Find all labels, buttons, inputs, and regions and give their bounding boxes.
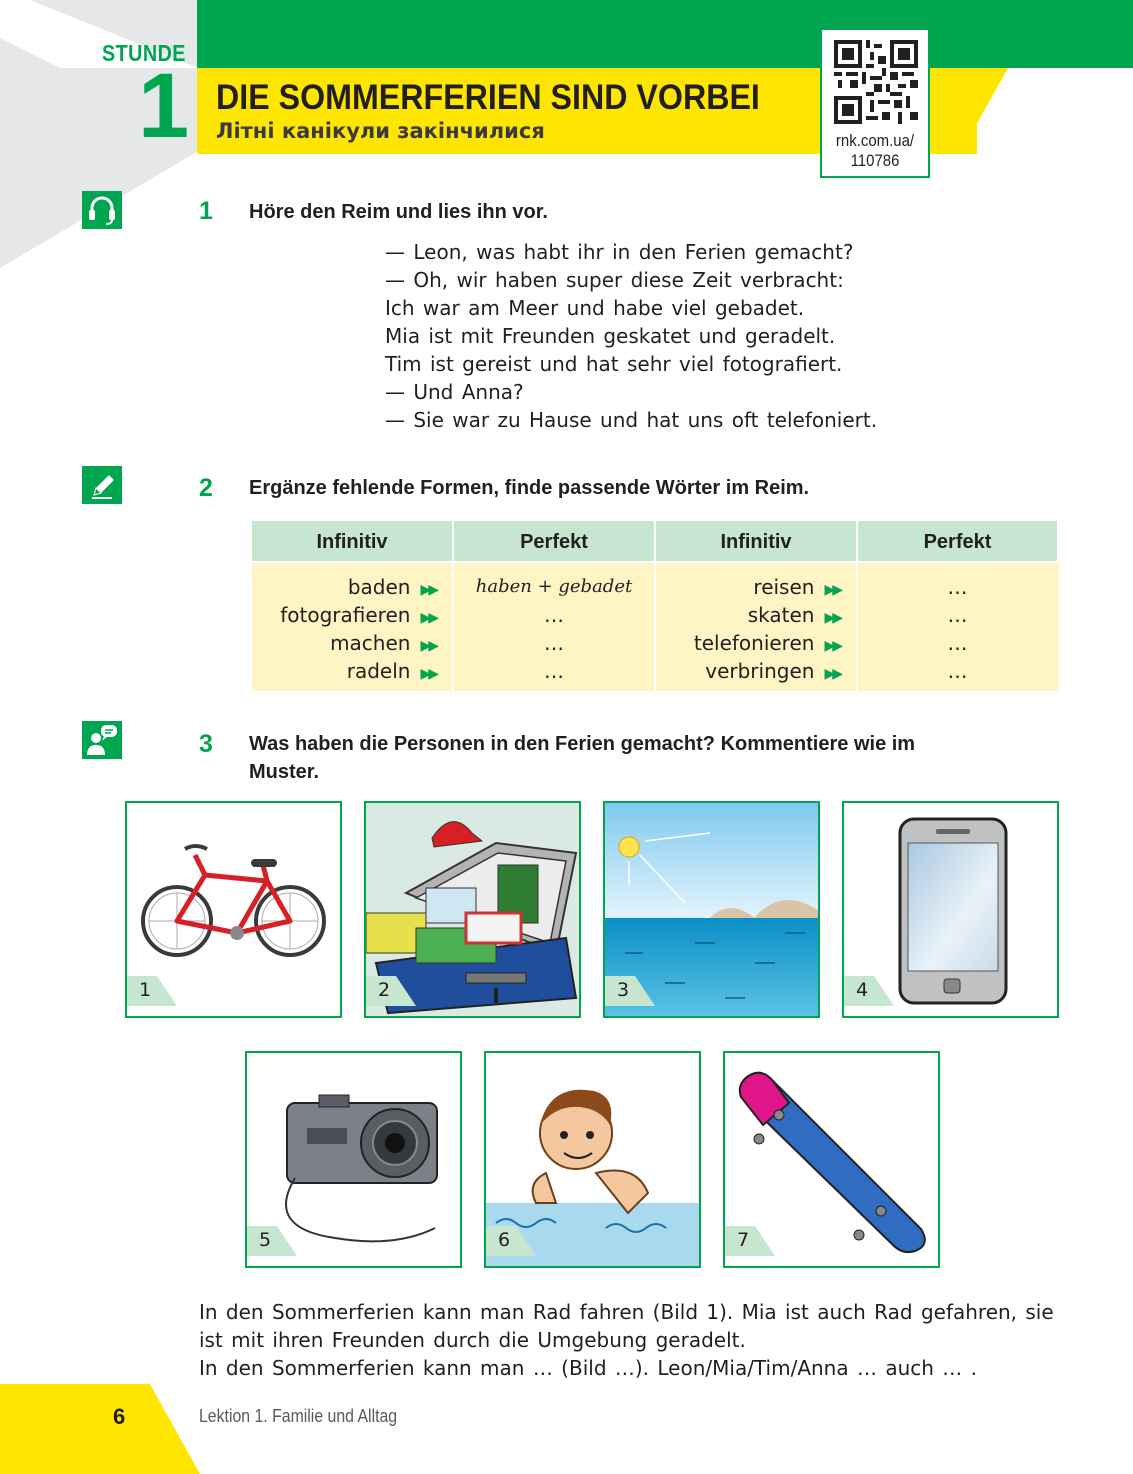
table-row xyxy=(252,657,436,685)
poem-line: Mia ist mit Freunden geskatet und geradelt. xyxy=(385,324,836,348)
poem xyxy=(385,238,877,434)
footer-yellow-shape xyxy=(0,1384,210,1474)
infinitive-cell: telefonieren xyxy=(693,631,815,655)
picture-number: 7 xyxy=(737,1229,750,1251)
pencil-icon xyxy=(82,466,122,504)
headphones-icon xyxy=(82,191,122,229)
table-body xyxy=(252,563,1059,691)
page-title: DIE SOMMERFERIEN SIND VORBEI xyxy=(216,78,760,117)
perfekt-column xyxy=(858,563,1057,691)
table-header-cell: Perfekt xyxy=(858,521,1057,561)
double-arrow-icon: ▶▶ xyxy=(420,610,436,626)
qr-url[interactable]: rnk.com.ua/ xyxy=(835,131,915,150)
perfekt-cell: haben + gebadet xyxy=(475,576,633,597)
picture-smartphone xyxy=(842,801,1059,1018)
double-arrow-icon: ▶▶ xyxy=(824,666,840,682)
perfekt-column xyxy=(454,563,654,691)
double-arrow-icon: ▶▶ xyxy=(420,666,436,682)
picture-number: 4 xyxy=(856,979,869,1001)
picture-number: 5 xyxy=(259,1229,272,1251)
poem-line: — Oh, wir haben super diese Zeit verbracht: xyxy=(385,268,844,292)
table-row xyxy=(656,657,840,685)
poem-line: Tim ist gereist und hat sehr viel fotografiert. xyxy=(385,352,843,376)
example-line: ist mit ihren Freunden durch die Umgebung geradelt. xyxy=(199,1328,746,1352)
picture-number: 2 xyxy=(378,979,391,1001)
infinitive-cell: machen xyxy=(330,631,411,655)
picture-label xyxy=(364,976,418,1006)
page-subtitle: Літні канікули закінчилися xyxy=(216,119,545,143)
picture-label xyxy=(245,1226,299,1256)
double-arrow-icon: ▶▶ xyxy=(420,582,436,598)
perfekt-cell: … xyxy=(947,631,968,655)
infinitive-column xyxy=(656,563,856,691)
example-line: In den Sommerferien kann man Rad fahren (Bild 1). Mia ist auch Rad gefahren, sie xyxy=(199,1300,1054,1324)
table-header-row xyxy=(252,521,1059,561)
table-row xyxy=(656,629,840,657)
table-header-cell: Infinitiv xyxy=(252,521,452,561)
double-arrow-icon: ▶▶ xyxy=(420,638,436,654)
example-text xyxy=(199,1298,1054,1382)
picture-label xyxy=(603,976,657,1006)
perfekt-cell: … xyxy=(947,659,968,683)
double-arrow-icon: ▶▶ xyxy=(824,610,840,626)
infinitive-column xyxy=(252,563,452,691)
lesson-label: STUNDE xyxy=(102,40,186,66)
poem-line: — Sie war zu Hause und hat uns oft telefoniert. xyxy=(385,408,878,432)
exercise-3-instruction: Was haben die Personen in den Ferien gemacht? Kommentiere wie im xyxy=(249,733,916,755)
infinitive-cell: radeln xyxy=(346,659,411,683)
qr-code-number[interactable]: 110786 xyxy=(850,151,900,170)
picture-label xyxy=(125,976,179,1006)
perfekt-cell: … xyxy=(947,575,968,599)
exercise-2-number: 2 xyxy=(199,474,213,502)
double-arrow-icon: ▶▶ xyxy=(824,638,840,654)
infinitive-cell: baden xyxy=(347,575,411,599)
exercise-1-number: 1 xyxy=(199,197,213,225)
speaking-person-icon xyxy=(82,721,122,759)
picture-number: 1 xyxy=(139,979,152,1001)
footer-lesson-title: Lektion 1. Familie und Alltag xyxy=(199,1406,398,1426)
example-line: In den Sommerferien kann man … (Bild …). Leon/Mia/Tim/Anna … auch … . xyxy=(199,1356,977,1380)
exercise-3-instruction-cont: Muster. xyxy=(249,761,320,783)
table-header-cell: Perfekt xyxy=(454,521,654,561)
poem-line: — Leon, was habt ihr in den Ferien gemacht? xyxy=(385,240,854,264)
picture-number: 3 xyxy=(617,979,630,1001)
qr-code-box[interactable] xyxy=(820,28,930,178)
picture-sea xyxy=(603,801,820,1018)
picture-number: 6 xyxy=(498,1229,511,1251)
exercise-3-number: 3 xyxy=(199,730,213,758)
picture-suitcase xyxy=(364,801,581,1018)
infinitive-cell: skaten xyxy=(747,603,815,627)
picture-skateboard xyxy=(723,1051,940,1268)
header-green-bar xyxy=(197,0,1133,68)
picture-camera xyxy=(245,1051,462,1268)
table-row xyxy=(252,573,436,601)
picture-label xyxy=(484,1226,538,1256)
perfekt-cell: … xyxy=(544,659,564,683)
page-number: 6 xyxy=(113,1404,126,1429)
picture-swimming-boy xyxy=(484,1051,701,1268)
picture-label xyxy=(842,976,896,1006)
perfekt-cell: … xyxy=(544,631,564,655)
verb-forms-table xyxy=(252,521,1059,691)
poem-line: Ich war am Meer und habe viel gebadet. xyxy=(385,296,805,320)
exercise-1-instruction: Höre den Reim und lies ihn vor. xyxy=(249,201,548,223)
infinitive-cell: verbringen xyxy=(705,659,815,683)
table-header-cell: Infinitiv xyxy=(656,521,856,561)
double-arrow-icon: ▶▶ xyxy=(824,582,840,598)
picture-label xyxy=(723,1226,777,1256)
perfekt-cell: … xyxy=(947,603,968,627)
exercise-2-instruction: Ergänze fehlende Formen, finde passende Wörter im Reim. xyxy=(249,477,810,499)
infinitive-cell: fotografieren xyxy=(280,603,411,627)
lesson-number: 1 xyxy=(138,55,190,157)
picture-bicycle xyxy=(125,801,342,1018)
infinitive-cell: reisen xyxy=(753,575,815,599)
qr-code-icon xyxy=(834,40,918,124)
table-row xyxy=(252,629,436,657)
perfekt-cell: … xyxy=(544,603,564,627)
table-row xyxy=(656,573,840,601)
poem-line: — Und Anna? xyxy=(385,380,524,404)
table-row xyxy=(252,601,436,629)
table-row xyxy=(656,601,840,629)
